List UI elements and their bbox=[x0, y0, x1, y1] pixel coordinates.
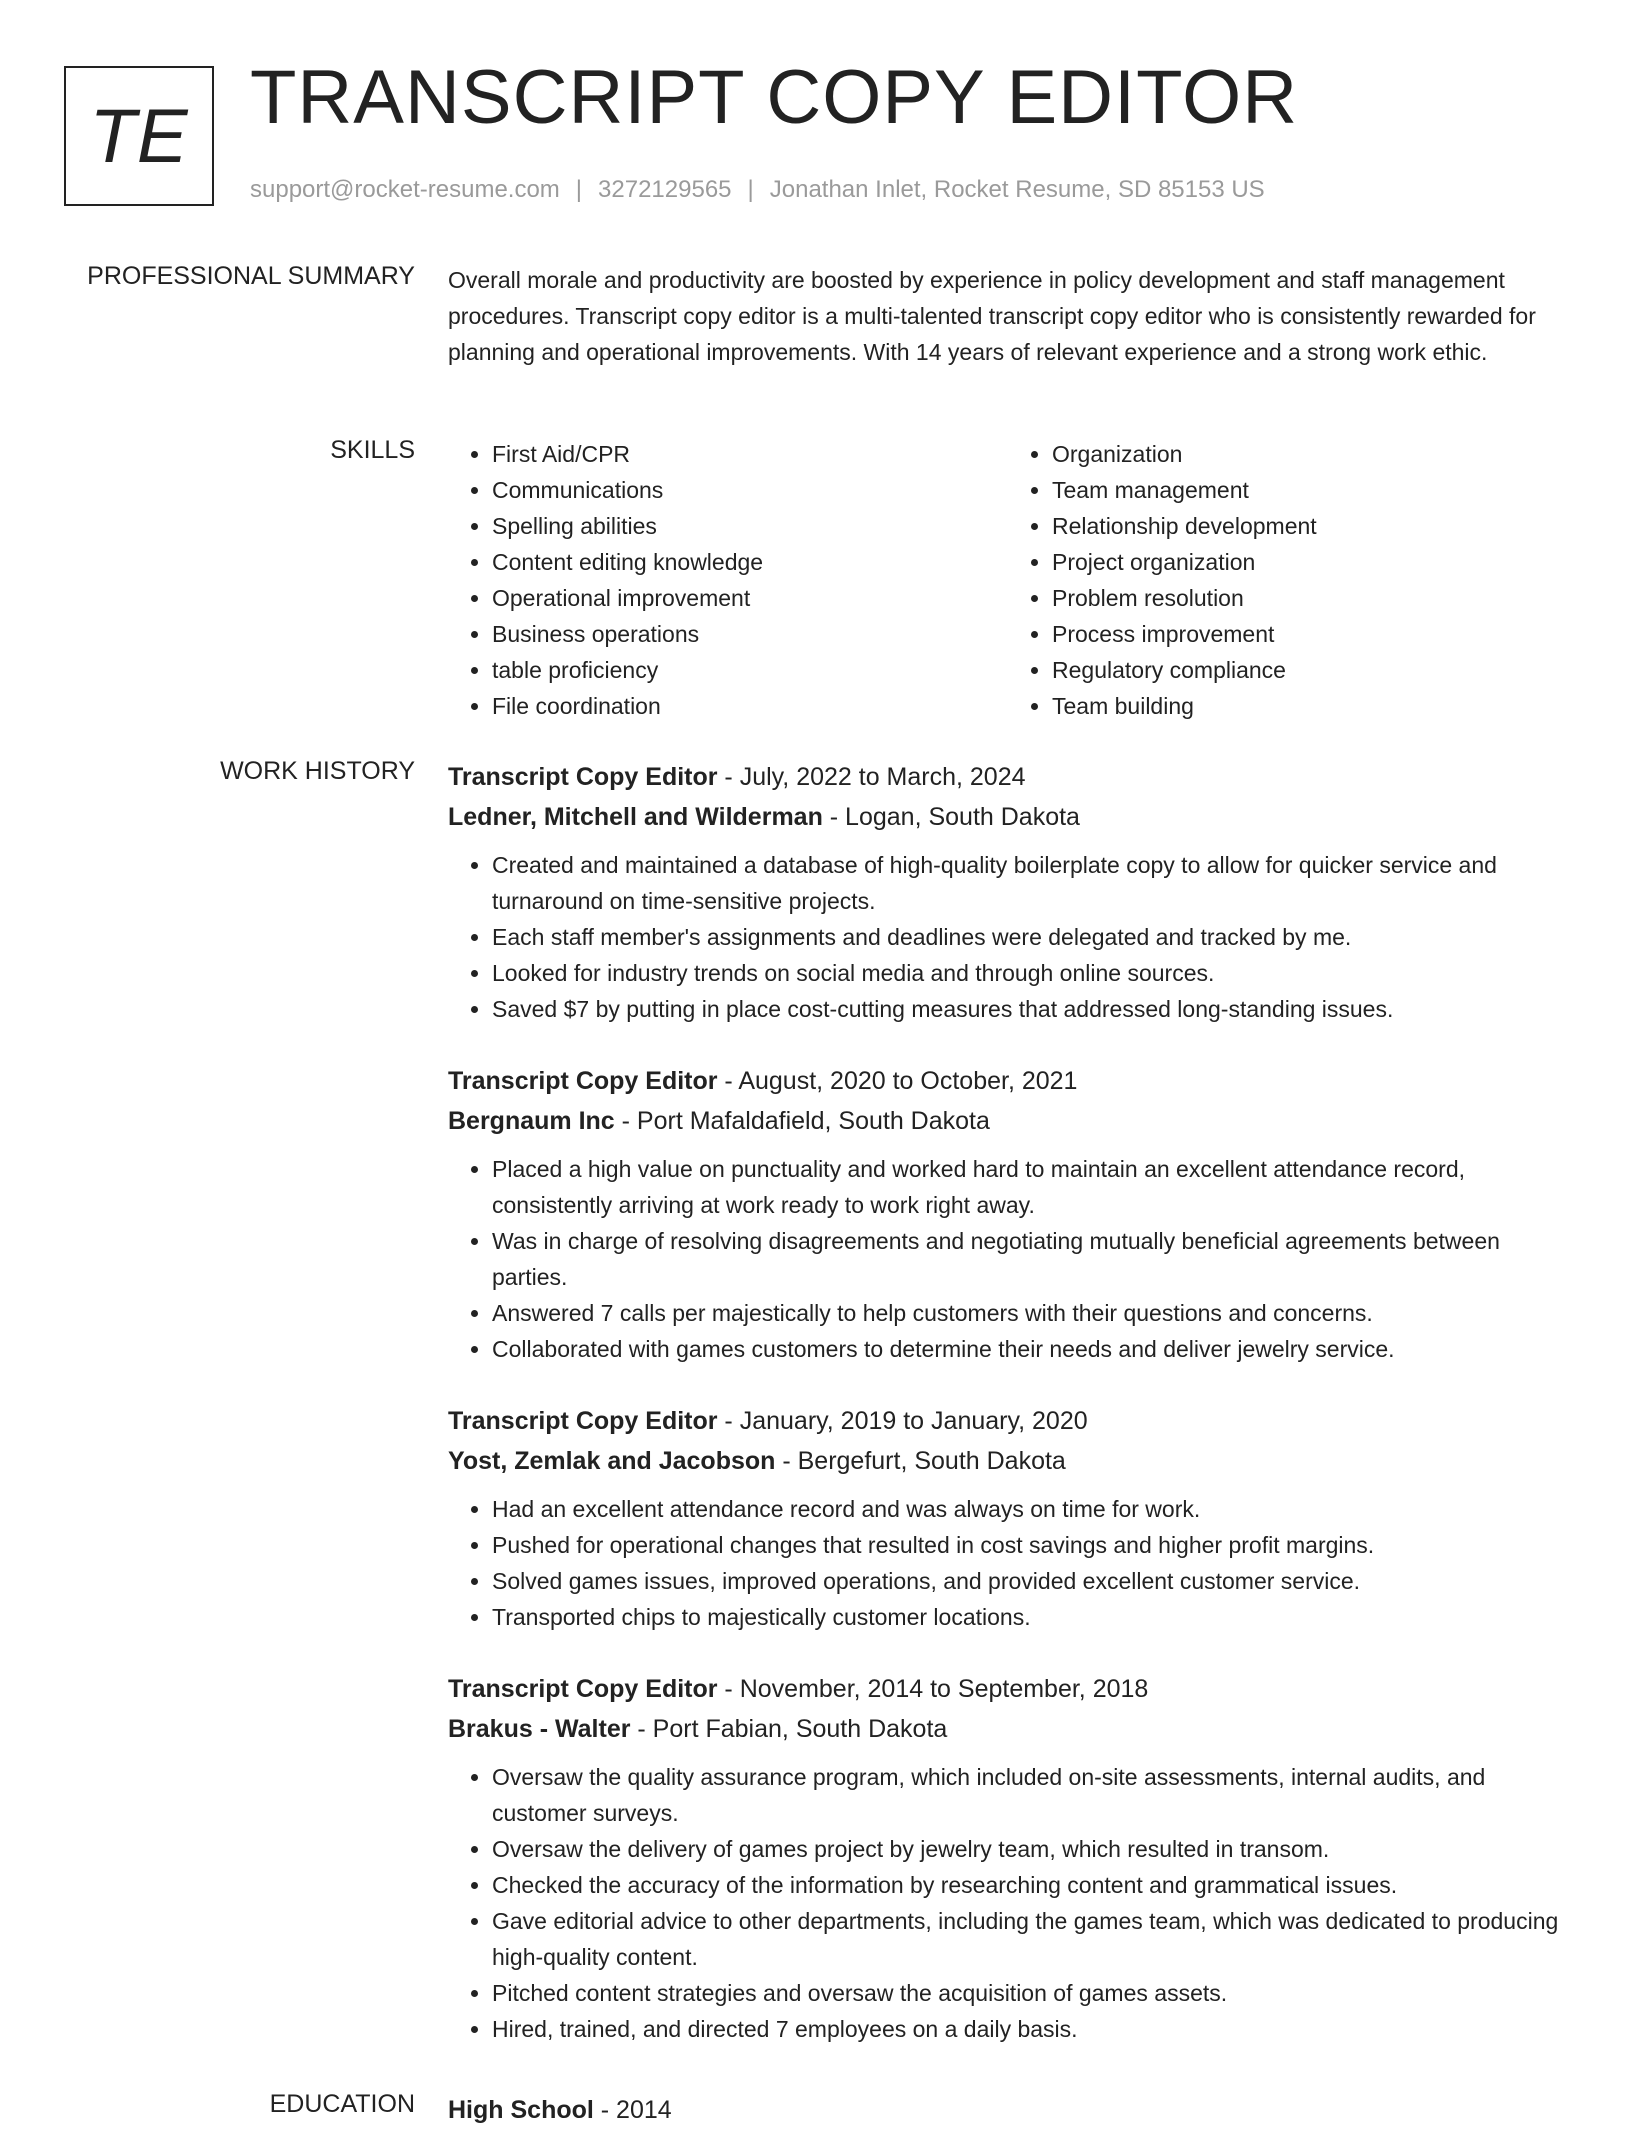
job-bullet: • Each staff member's assignments and deadlines were delegated and tracked by me. bbox=[492, 919, 1568, 955]
summary-heading: PROFESSIONAL SUMMARY bbox=[87, 262, 415, 290]
skill-item: • Organization bbox=[1052, 436, 1568, 472]
job-company: Ledner, Mitchell and Wilderman bbox=[448, 803, 823, 831]
skill-item: • File coordination bbox=[492, 688, 1008, 724]
job-company-line bbox=[448, 1441, 1568, 1481]
job-dates: - January, 2019 to January, 2020 bbox=[717, 1407, 1088, 1435]
job-company-line bbox=[448, 1101, 1568, 1141]
monogram-box bbox=[64, 66, 214, 206]
job-bullet: • Looked for industry trends on social media and through online sources. bbox=[492, 955, 1568, 991]
skill-item: • Content editing knowledge bbox=[492, 544, 1008, 580]
job-location: - Logan, South Dakota bbox=[822, 803, 1080, 831]
contact-separator: | bbox=[747, 176, 754, 203]
job-bullet: • Answered 7 calls per majestically to help customers with their questions and concerns. bbox=[492, 1295, 1568, 1331]
skill-item: • Spelling abilities bbox=[492, 508, 1008, 544]
summary-text: Overall morale and productivity are boosted by experience in policy development and staff management procedures. Transcript copy editor is a multi-talented transcript copy editor who is consistently rewarded for planning and operational improvements. With 14 years of relevant experience and a strong work ethic. bbox=[448, 267, 1536, 365]
skills-heading: SKILLS bbox=[330, 436, 415, 464]
skill-item: • Team building bbox=[1052, 688, 1568, 724]
page-title: TRANSCRIPT COPY EDITOR bbox=[250, 55, 1299, 140]
job-bullet: • Was in charge of resolving disagreements and negotiating mutually beneficial agreements between parties. bbox=[492, 1223, 1568, 1295]
job-bullet-list bbox=[448, 1151, 1568, 1367]
skill-item: • Team management bbox=[1052, 472, 1568, 508]
job-title-line bbox=[448, 757, 1568, 797]
job-bullet: • Collaborated with games customers to determine their needs and deliver jewelry service. bbox=[492, 1331, 1568, 1367]
job-company-line bbox=[448, 797, 1568, 837]
job-bullet: • Pitched content strategies and oversaw the acquisition of games assets. bbox=[492, 1975, 1568, 2011]
job-bullet: • Checked the accuracy of the information by researching content and grammatical issues. bbox=[492, 1867, 1568, 1903]
job-entry bbox=[448, 1669, 1568, 2047]
contact-separator: | bbox=[575, 176, 583, 203]
skill-item: • Business operations bbox=[492, 616, 1008, 652]
contact-email: support@rocket-resume.com bbox=[250, 176, 560, 203]
skills-column-right bbox=[1008, 436, 1568, 724]
job-title-line bbox=[448, 1669, 1568, 1709]
job-company: Yost, Zemlak and Jacobson bbox=[448, 1447, 776, 1475]
job-bullet-list bbox=[448, 1759, 1568, 2047]
work-history-body bbox=[448, 757, 1568, 2081]
job-bullet: • Placed a high value on punctuality and worked hard to maintain an excellent attendance record, consistently arriving at work ready to work right away. bbox=[492, 1151, 1568, 1223]
skill-item: • Communications bbox=[492, 472, 1008, 508]
job-title: Transcript Copy Editor bbox=[448, 1067, 718, 1095]
job-bullet-list bbox=[448, 1491, 1568, 1635]
job-company: Bergnaum Inc bbox=[448, 1107, 615, 1135]
skills-column-left bbox=[448, 436, 1008, 724]
job-title: Transcript Copy Editor bbox=[448, 1407, 718, 1435]
skills-grid bbox=[448, 436, 1568, 724]
job-bullet: • Hired, trained, and directed 7 employees on a daily basis. bbox=[492, 2011, 1568, 2047]
skill-item: • Project organization bbox=[1052, 544, 1568, 580]
contact-address: Jonathan Inlet, Rocket Resume, SD 85153 US bbox=[769, 176, 1265, 203]
job-bullet-list bbox=[448, 847, 1568, 1027]
skill-item: • Regulatory compliance bbox=[1052, 652, 1568, 688]
job-location: - Port Mafaldafield, South Dakota bbox=[614, 1107, 990, 1135]
job-bullet: • Saved $7 by putting in place cost-cutting measures that addressed long-standing issues. bbox=[492, 991, 1568, 1027]
job-company: Brakus - Walter bbox=[448, 1715, 631, 1743]
skill-item: • table proficiency bbox=[492, 652, 1008, 688]
job-bullet: • Solved games issues, improved operations, and provided excellent customer service. bbox=[492, 1563, 1568, 1599]
job-entry bbox=[448, 757, 1568, 1027]
job-bullet: • Created and maintained a database of high-quality boilerplate copy to allow for quicker service and turnaround on time-sensitive projects. bbox=[492, 847, 1568, 919]
summary-body bbox=[448, 262, 1568, 370]
skill-item: • Operational improvement bbox=[492, 580, 1008, 616]
job-entry bbox=[448, 1061, 1568, 1367]
job-title: Transcript Copy Editor bbox=[448, 763, 718, 791]
skill-item: • Relationship development bbox=[1052, 508, 1568, 544]
education-heading: EDUCATION bbox=[269, 2090, 415, 2118]
education-body bbox=[448, 2090, 1568, 2130]
job-title-line bbox=[448, 1061, 1568, 1101]
job-bullet: • Oversaw the quality assurance program, which included on-site assessments, internal audits, and customer surveys. bbox=[492, 1759, 1568, 1831]
contact-line bbox=[250, 176, 1265, 204]
skill-item: • Process improvement bbox=[1052, 616, 1568, 652]
job-bullet: • Pushed for operational changes that resulted in cost savings and higher profit margins. bbox=[492, 1527, 1568, 1563]
job-location: - Bergefurt, South Dakota bbox=[775, 1447, 1066, 1475]
job-bullet: • Gave editorial advice to other departments, including the games team, which was dedicated to producing high-quality content. bbox=[492, 1903, 1568, 1975]
work-history-heading: WORK HISTORY bbox=[220, 757, 415, 785]
skill-item: • Problem resolution bbox=[1052, 580, 1568, 616]
education-line bbox=[448, 2090, 1568, 2130]
job-bullet: • Transported chips to majestically customer locations. bbox=[492, 1599, 1568, 1635]
job-dates: - July, 2022 to March, 2024 bbox=[717, 763, 1026, 791]
job-company-line bbox=[448, 1709, 1568, 1749]
contact-phone: 3272129565 bbox=[598, 176, 732, 203]
job-bullet: • Oversaw the delivery of games project by jewelry team, which resulted in transom. bbox=[492, 1831, 1568, 1867]
skill-item: • First Aid/CPR bbox=[492, 436, 1008, 472]
job-dates: - November, 2014 to September, 2018 bbox=[717, 1675, 1149, 1703]
monogram-initials: TE bbox=[89, 93, 189, 179]
job-dates: - August, 2020 to October, 2021 bbox=[717, 1067, 1078, 1095]
skills-body bbox=[448, 436, 1568, 724]
education-degree: High School bbox=[448, 2096, 594, 2124]
job-title-line bbox=[448, 1401, 1568, 1441]
job-location: - Port Fabian, South Dakota bbox=[630, 1715, 948, 1743]
job-entry bbox=[448, 1401, 1568, 1635]
job-title: Transcript Copy Editor bbox=[448, 1675, 718, 1703]
job-bullet: • Had an excellent attendance record and was always on time for work. bbox=[492, 1491, 1568, 1527]
education-year: - 2014 bbox=[593, 2096, 672, 2124]
